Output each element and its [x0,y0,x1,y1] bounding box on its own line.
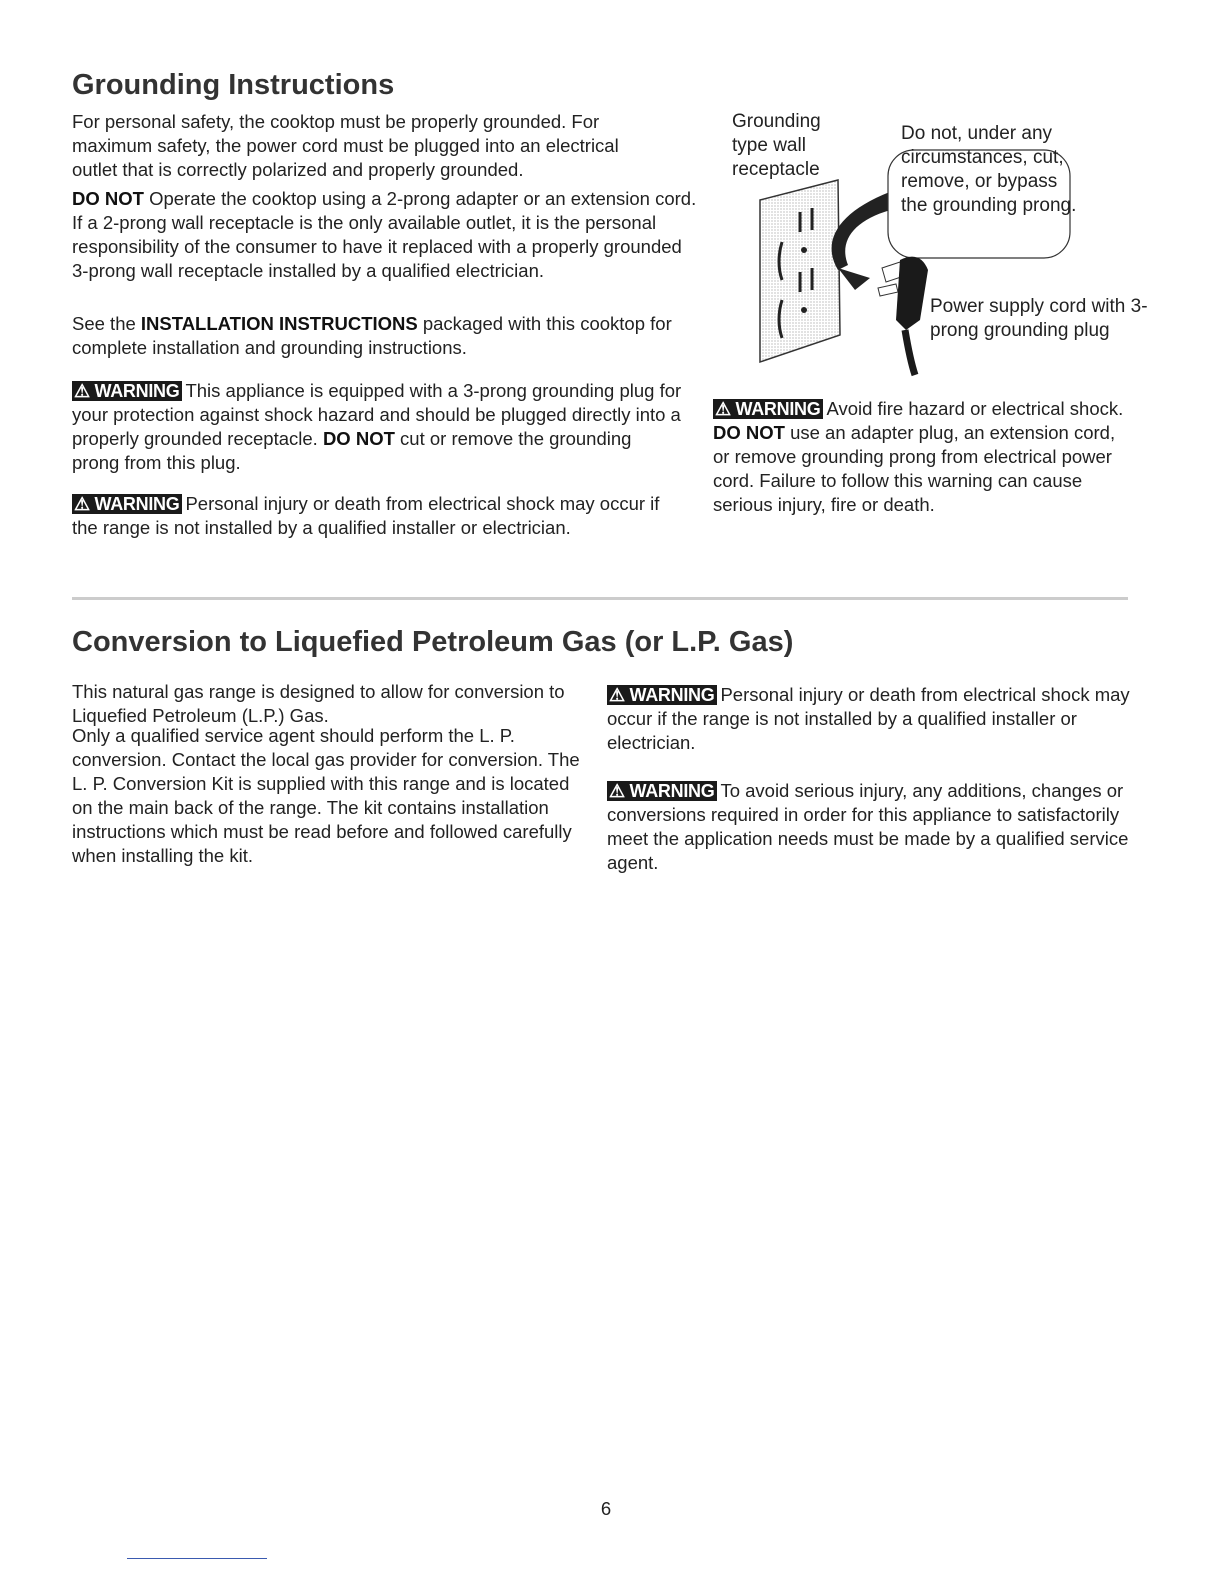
warning-badge: ⚠ WARNING [72,381,182,401]
warning-badge: ⚠ WARNING [72,494,182,514]
text: See the [72,313,141,334]
wall-plate-icon [760,180,840,362]
grounding-figure [720,100,1150,380]
plug-icon [896,257,928,330]
lp-warning-1 [607,683,1147,755]
grounding-paragraph-1: For personal safety, the cooktop must be properly grounded. For maximum safety, the power cord must be plugged into an electrical outlet that is correctly polarized and properly grounded. [72,111,619,180]
section-divider [72,597,1128,600]
warning-badge: ⚠ WARNING [607,685,717,705]
lp-paragraph-1: This natural gas range is designed to allow for conversion to Liquefied Petroleum (L.P.) Gas. [72,681,565,726]
receptacle-label: Grounding type wall receptacle [732,111,821,180]
page-number: 6 [600,1498,612,1519]
lp-warning-2 [607,779,1147,875]
grounding-warning-1 [72,379,682,475]
text: Personal injury or death from electrical shock may occur if the range is not installed by a qualified installer or electrician. [607,684,1130,753]
grounding-warning-3 [713,397,1133,517]
warning-badge: ⚠ WARNING [607,781,717,801]
text: use an adapter plug, an extension cord, or remove grounding prong from electrical power cord. Failure to follow this warning can cause serious injury, fire or death. [713,422,1116,515]
grounding-paragraph-2 [72,187,697,283]
text: To avoid serious injury, any additions, changes or conversions required in order for this appliance to satisfactorily meet the application needs must be made by a qualified service agent. [607,780,1129,873]
do-not-bold: DO NOT [72,188,144,209]
lp-gas-title: Conversion to Liquefied Petroleum Gas (or L.P. Gas) [72,626,794,658]
text: Personal injury or death from electrical shock may occur if the range is not installed by a qualified installer or electrician. [72,493,660,538]
grounding-warning-2 [72,492,682,540]
text: This appliance is equipped with a 3-prong grounding plug for your protection against shock hazard and should be plugged directly into a properly grounded receptacle. [72,380,682,449]
lp-paragraph-2: Only a qualified service agent should perform the L. P. conversion. Contact the local gas provider for conversion. The L. P. Conversion Kit is supplied with this range and is located on the main back of the range. The kit contains installation instructions which must be read before and followed carefully when installing the kit. [72,725,580,866]
callout-text: Do not, under any circumstances, cut, remove, or bypass the grounding prong. [901,123,1077,216]
text: Avoid fire hazard or electrical shock. [826,398,1124,419]
text: packaged with this cooktop for complete installation and grounding instructions. [72,313,672,358]
installation-instructions-bold: INSTALLATION INSTRUCTIONS [140,313,418,334]
do-not-bold: DO NOT [322,428,395,449]
text: cut or remove the grounding prong from this plug. [72,428,632,473]
text: Operate the cooktop using a 2-prong adapter or an extension cord. If a 2-prong wall receptacle is the only available outlet, it is the personal responsibility of the consumer to have it replaced with a properly grounded 3-prong wall receptacle installed by a qualified electrician. [72,188,697,281]
footer-line [127,1558,267,1559]
grounding-title: Grounding Instructions [72,69,395,101]
do-not-bold: DO NOT [713,422,785,443]
warning-badge: ⚠ WARNING [713,399,823,419]
grounding-paragraph-3 [72,312,697,360]
plug-label: Power supply cord with 3-prong grounding plug [930,296,1148,341]
